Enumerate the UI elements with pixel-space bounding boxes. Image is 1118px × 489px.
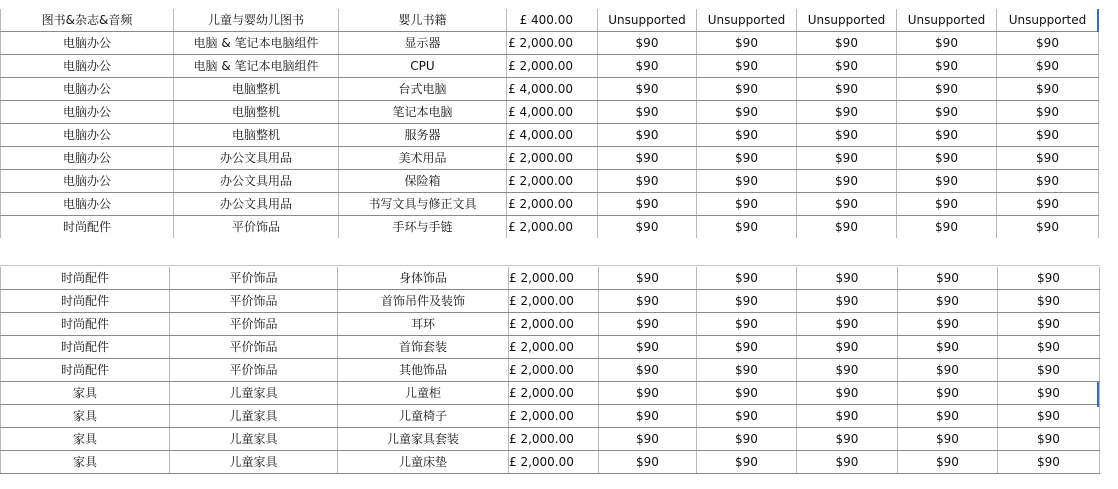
cell-subcategory[interactable]: 儿童家具 [170,405,338,428]
table-row [1,78,1099,101]
cell-fee-4[interactable]: $90 [897,428,997,451]
cell-fee-4[interactable]: $90 [897,267,997,290]
cell-subcategory[interactable]: 平价饰品 [174,216,339,239]
table-row [1,170,1099,193]
cell-fee-3[interactable]: $90 [796,290,897,313]
cell-price[interactable]: £ 4,000.00 [507,78,598,101]
cell-item[interactable]: 服务器 [339,124,507,147]
cell-fee-4[interactable]: $90 [897,170,997,193]
cell-item[interactable]: 显示器 [339,32,507,55]
cell-subcategory[interactable]: 办公文具用品 [174,170,339,193]
cell-fee-5[interactable]: $90 [997,147,1099,170]
cell-fee-5[interactable]: $90 [997,78,1099,101]
cell-fee-3[interactable]: $90 [797,216,897,239]
cell-fee-1[interactable]: $90 [598,382,696,405]
cell-item[interactable]: 笔记本电脑 [339,101,507,124]
cell-fee-5[interactable]: $90 [997,290,1099,313]
cell-fee-5[interactable]: $90 [997,170,1099,193]
cell-fee-2[interactable]: $90 [697,32,797,55]
cell-fee-1[interactable]: $90 [598,78,697,101]
cell-item[interactable]: 儿童椅子 [338,405,509,428]
table-row [1,9,1099,32]
cell-fee-3[interactable]: $90 [796,405,897,428]
cell-item[interactable]: 台式电脑 [339,78,507,101]
cell-subcategory[interactable]: 电脑整机 [174,78,339,101]
cell-fee-5[interactable]: $90 [997,124,1099,147]
cell-subcategory[interactable]: 平价饰品 [170,313,338,336]
cell-category[interactable]: 电脑办公 [1,170,174,193]
selection-edge-marker [1097,382,1099,407]
cell-fee-4[interactable]: $90 [897,313,997,336]
cell-fee-1[interactable]: $90 [598,405,696,428]
cell-fee-4[interactable]: $90 [897,193,997,216]
cell-category[interactable]: 时尚配件 [1,290,170,313]
cell-item[interactable]: 耳环 [338,313,509,336]
cell-fee-2[interactable]: $90 [697,170,797,193]
cell-fee-4[interactable]: Unsupported [897,9,997,32]
cell-fee-2[interactable]: $90 [696,451,796,474]
cell-fee-2[interactable]: Unsupported [697,9,797,32]
table-row [1,451,1100,474]
cell-subcategory[interactable]: 儿童家具 [170,382,338,405]
cell-fee-4[interactable]: $90 [897,359,997,382]
table-row [1,336,1100,359]
cell-fee-2[interactable]: $90 [696,405,796,428]
cell-subcategory[interactable]: 平价饰品 [170,336,338,359]
cell-fee-3[interactable]: $90 [797,147,897,170]
cell-item[interactable]: 儿童柜 [338,382,509,405]
table-row [1,193,1099,216]
cell-fee-3[interactable]: Unsupported [797,9,897,32]
cell-price[interactable]: £ 2,000.00 [509,405,599,428]
cell-fee-3[interactable]: $90 [796,313,897,336]
table-row [1,382,1100,405]
cell-price[interactable]: £ 4,000.00 [507,101,598,124]
cell-subcategory[interactable]: 儿童家具 [170,451,338,474]
cell-category[interactable]: 电脑办公 [1,124,174,147]
cell-category[interactable]: 家具 [1,451,170,474]
cell-subcategory[interactable]: 办公文具用品 [174,147,339,170]
cell-fee-4[interactable]: $90 [897,451,997,474]
cell-fee-2[interactable]: $90 [697,55,797,78]
cell-subcategory[interactable]: 电脑整机 [174,124,339,147]
cell-price[interactable]: £ 2,000.00 [509,267,599,290]
cell-fee-3[interactable]: $90 [796,451,897,474]
cell-item[interactable]: 身体饰品 [338,267,509,290]
cell-fee-4[interactable]: $90 [897,101,997,124]
cell-fee-2[interactable]: $90 [697,147,797,170]
cell-category[interactable]: 时尚配件 [1,216,174,239]
cell-price[interactable]: £ 2,000.00 [507,32,598,55]
cell-fee-1[interactable]: $90 [598,55,697,78]
cell-category[interactable]: 电脑办公 [1,55,174,78]
cell-category[interactable]: 时尚配件 [1,359,170,382]
cell-fee-5[interactable]: $90 [997,101,1099,124]
cell-price[interactable]: £ 2,000.00 [509,336,599,359]
cell-item[interactable]: 首饰套装 [338,336,509,359]
cell-subcategory[interactable]: 平价饰品 [170,359,338,382]
cell-fee-2[interactable]: $90 [697,78,797,101]
table-row [1,313,1100,336]
cell-fee-5[interactable]: $90 [997,267,1099,290]
cell-fee-3[interactable]: $90 [797,32,897,55]
cell-subcategory[interactable]: 电脑整机 [174,101,339,124]
cell-fee-1[interactable]: $90 [598,313,696,336]
cell-category[interactable]: 时尚配件 [1,336,170,359]
cell-price[interactable]: £ 2,000.00 [507,147,598,170]
cell-fee-4[interactable]: $90 [897,405,997,428]
cell-fee-2[interactable]: $90 [696,382,796,405]
table-row [1,101,1099,124]
table-row [1,124,1099,147]
cell-fee-4[interactable]: $90 [897,336,997,359]
cell-fee-2[interactable]: $90 [697,124,797,147]
cell-fee-4[interactable]: $90 [897,216,997,239]
cell-fee-2[interactable]: $90 [696,336,796,359]
cell-fee-5[interactable]: $90 [997,451,1099,474]
cell-subcategory[interactable]: 电脑 & 笔记本电脑组件 [174,32,339,55]
cell-category[interactable]: 电脑办公 [1,193,174,216]
cell-category[interactable]: 家具 [1,428,170,451]
page-gap-divider [0,265,1100,266]
cell-fee-3[interactable]: $90 [796,359,897,382]
cell-item[interactable]: 书写文具与修正文具 [339,193,507,216]
cell-fee-5[interactable]: $90 [997,336,1099,359]
cell-fee-1[interactable]: $90 [598,170,697,193]
cell-price[interactable]: £ 2,000.00 [509,451,599,474]
cell-item[interactable]: 儿童家具套装 [338,428,509,451]
table-row [1,55,1099,78]
cell-fee-3[interactable]: $90 [796,428,897,451]
cell-category[interactable]: 电脑办公 [1,78,174,101]
cell-fee-5[interactable]: $90 [997,55,1099,78]
selection-edge-marker [1097,9,1099,32]
cell-fee-3[interactable]: $90 [796,267,897,290]
cell-fee-5[interactable]: $90 [997,359,1099,382]
cell-fee-2[interactable]: $90 [696,290,796,313]
cell-fee-1[interactable]: $90 [598,290,696,313]
cell-fee-1[interactable]: $90 [598,124,697,147]
cell-fee-3[interactable]: $90 [797,101,897,124]
cell-fee-2[interactable]: $90 [696,313,796,336]
cell-fee-3[interactable]: $90 [797,55,897,78]
cell-fee-3[interactable]: $90 [797,124,897,147]
cell-fee-3[interactable]: $90 [797,193,897,216]
page-gap [0,238,1100,266]
cell-item[interactable]: 美术用品 [339,147,507,170]
cell-fee-4[interactable]: $90 [897,32,997,55]
cell-fee-1[interactable]: $90 [598,193,697,216]
cell-fee-3[interactable]: $90 [797,170,897,193]
cell-fee-1[interactable]: $90 [598,428,696,451]
cell-fee-1[interactable]: $90 [598,101,697,124]
cell-fee-1[interactable]: Unsupported [598,9,697,32]
cell-price[interactable]: £ 2,000.00 [509,290,599,313]
cell-subcategory[interactable]: 儿童与婴幼儿图书 [174,9,339,32]
cell-item[interactable]: 首饰吊件及装饰 [338,290,509,313]
category-fee-table-bottom [0,267,1100,474]
cell-fee-5[interactable]: $90 [997,193,1099,216]
cell-fee-1[interactable]: $90 [598,359,696,382]
table-row [1,147,1099,170]
cell-price[interactable]: £ 2,000.00 [509,428,599,451]
cell-item[interactable]: 手环与手链 [339,216,507,239]
table-row [1,32,1099,55]
cell-fee-5[interactable]: $90 [997,428,1099,451]
cell-category[interactable]: 电脑办公 [1,147,174,170]
cell-fee-1[interactable]: $90 [598,451,696,474]
table-row [1,267,1100,290]
cell-fee-5[interactable]: $90 [997,216,1099,239]
table-row [1,216,1099,239]
cell-price[interactable]: £ 2,000.00 [507,216,598,239]
cell-fee-1[interactable]: $90 [598,267,696,290]
cell-price[interactable]: £ 2,000.00 [507,170,598,193]
cell-category[interactable]: 图书&杂志&音频 [1,9,174,32]
cell-fee-2[interactable]: $90 [696,428,796,451]
cell-fee-2[interactable]: $90 [697,216,797,239]
cell-fee-2[interactable]: $90 [696,267,796,290]
cell-fee-4[interactable]: $90 [897,55,997,78]
cell-subcategory[interactable]: 平价饰品 [170,290,338,313]
cell-fee-4[interactable]: $90 [897,124,997,147]
cell-fee-3[interactable]: $90 [796,336,897,359]
table-row [1,405,1100,428]
table-row [1,428,1100,451]
cell-category[interactable]: 电脑办公 [1,32,174,55]
cell-item[interactable]: 保险箱 [339,170,507,193]
cell-price[interactable]: £ 2,000.00 [509,359,599,382]
cell-subcategory[interactable]: 平价饰品 [170,267,338,290]
watermark: · · · · · [118,34,153,59]
cell-fee-4[interactable]: $90 [897,147,997,170]
cell-category[interactable]: 家具 [1,405,170,428]
cell-fee-3[interactable]: $90 [797,78,897,101]
cell-category[interactable]: 时尚配件 [1,267,170,290]
cell-fee-2[interactable]: $90 [696,359,796,382]
cell-fee-5[interactable]: $90 [997,313,1099,336]
cell-fee-2[interactable]: $90 [697,193,797,216]
cell-subcategory[interactable]: 儿童家具 [170,428,338,451]
cell-fee-5[interactable]: Unsupported [997,9,1099,32]
cell-fee-5[interactable]: $90 [997,405,1099,428]
cell-category[interactable]: 电脑办公 [1,101,174,124]
cell-fee-4[interactable]: $90 [897,382,997,405]
cell-item[interactable]: 儿童床垫 [338,451,509,474]
cell-fee-1[interactable]: $90 [598,336,696,359]
cell-fee-1[interactable]: $90 [598,216,697,239]
cell-price[interactable]: £ 2,000.00 [507,193,598,216]
cell-fee-4[interactable]: $90 [897,78,997,101]
cell-fee-5[interactable]: $90 [997,32,1099,55]
cell-fee-5[interactable]: $90 [997,382,1099,405]
cell-price[interactable]: £ 2,000.00 [509,382,599,405]
cell-price[interactable]: £ 2,000.00 [507,55,598,78]
cell-subcategory[interactable]: 办公文具用品 [174,193,339,216]
cell-price[interactable]: £ 4,000.00 [507,124,598,147]
cell-category[interactable]: 家具 [1,382,170,405]
category-fee-table-top [0,9,1099,239]
cell-fee-1[interactable]: $90 [598,32,697,55]
cell-fee-2[interactable]: $90 [697,101,797,124]
cell-item[interactable]: 其他饰品 [338,359,509,382]
cell-item[interactable]: 婴儿书籍 [339,9,507,32]
cell-price[interactable]: £ 400.00 [507,9,598,32]
cell-item[interactable]: CPU [339,55,507,78]
table-row [1,359,1100,382]
cell-price[interactable]: £ 2,000.00 [509,313,599,336]
cell-subcategory[interactable]: 电脑 & 笔记本电脑组件 [174,55,339,78]
cell-fee-3[interactable]: $90 [796,382,897,405]
cell-category[interactable]: 时尚配件 [1,313,170,336]
cell-fee-1[interactable]: $90 [598,147,697,170]
table-row [1,290,1100,313]
cell-fee-4[interactable]: $90 [897,290,997,313]
